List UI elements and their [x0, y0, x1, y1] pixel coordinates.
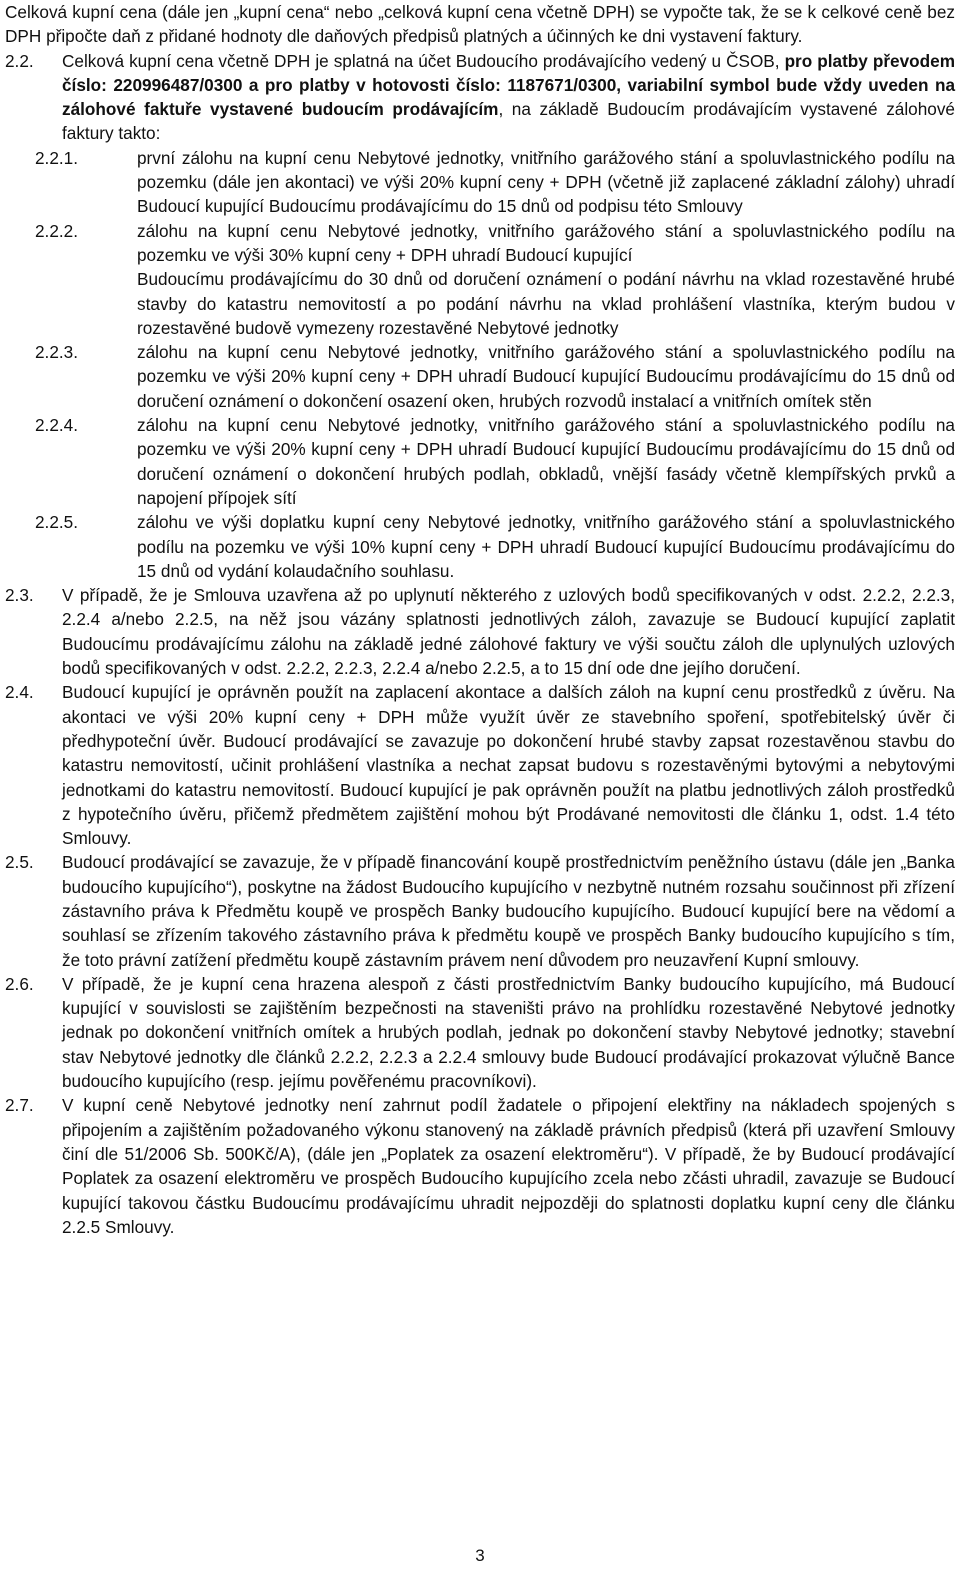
section-text: V případě, že je kupní cena hrazena alespoň z části prostřednictvím Banky budoucího kupujícího, má Budoucí kupující v souvislosti se zajištěním bezpečnosti na staveništi právo na prohlídku rozestavěné Nebytové jednotky jednak po dokončení vnitřních omítek a hrubých podlah, jednak po dokončení stavby Nebytové jednotky; stavební stav Nebytové jednotky dle článků 2.2.2, 2.2.3 a 2.2.4 smlouvy bude Budoucí prodávající prokazovat výlučně Bance budoucího kupujícího (resp. jejímu pověřenému pracovníkovi).	[62, 973, 955, 1092]
section-number: 2.5.	[5, 852, 34, 873]
section-number: 2.2.2.	[35, 220, 79, 241]
bank-account-details: pro platby převodem číslo: 220996487/0300 a pro platby v hotovosti číslo: 1187671/0300, variabilní symbol bude vždy uveden na zálohové faktuře vystavené budoucím prodávajícím	[62, 50, 956, 120]
intro-paragraph: Celková kupní cena (dále jen „kupní cena“ nebo „celková kupní cena včetně DPH) se vypočte tak, že se k celkové ceně bez DPH připočte daň z přidané hodnoty dle daňových předpisů platných a účinných ke dni vystavení faktury.	[5, 2, 955, 47]
section-2-2-4	[5, 413, 955, 510]
section-number: 2.4.	[5, 682, 34, 703]
section-number: 2.7.	[5, 1095, 34, 1116]
section-text: V případě, že je Smlouva uzavřena až po uplynutí některého z uzlových bodů specifikovaných v odst. 2.2.2, 2.2.3, 2.2.4 a/nebo 2.2.5, na něž jsou vázány splatnosti jednotlivých záloh, zavazuje se Budoucí kupující zaplatit Budoucímu prodávajícímu zálohu na základě jedné zálohové faktury ve výši součtu záloh dle uplynulých uzlových bodů specifikovaných v odst. 2.2.2, 2.2.3, 2.2.4 a/nebo 2.2.5, a to 15 dní ode dne jejího doručení.	[62, 585, 955, 679]
section-number: 2.2.4.	[35, 415, 79, 436]
section-text: V kupní ceně Nebytové jednotky není zahrnut podíl žadatele o připojení elektřiny na nákladech spojených s připojením a zajištěním požadovaného výkonu stanovený na základě právních předpisů (která při uzavření Smlouvy činí dle 51/2006 Sb. 500Kč/A), (dále jen „Poplatek za osazení elektroměru“). V případě, že by Budoucí prodávající Poplatek za osazení elektroměru ve prospěch Budoucího kupujícího zcela nebo zčásti uhradil, zavazuje se Budoucí kupující takovou částku Budoucímu prodávajícímu uhradit nejpozději do splatnosti doplatku kupní ceny dle článku 2.2.5 Smlouvy.	[62, 1095, 955, 1237]
section-text-part1: zálohu na kupní cenu Nebytové jednotky, vnitřního garážového stání a spoluvlastnického podílu na pozemku ve výši 30% kupní ceny + DPH uhradí Budoucí kupující	[137, 220, 955, 265]
section-text: Budoucí kupující je oprávněn použít na zaplacení akontace a dalších záloh na kupní cenu prostředků z úvěru. Na akontaci ve výši 20% kupní ceny + DPH může využít úvěr ze stavebního spoření, spotřebitelský úvěr či předhypoteční úvěr. Budoucí prodávající se zavazuje po dokončení hrubé stavby zapsat rozestavěnou stavbu do katastru nemovitostí, učinit prohlášení vlastníka a nechat zapsat budovu s rozestavěnými bytovými a nebytovými jednotkami do katastru nemovitostí. Budoucí kupující je pak oprávněn použít na platbu jednotlivých záloh prostředků z hypotečního úvěru, přičemž předmětem zajištění mohou být Prodávané nemovitosti dle článku 1, odst. 1.4 této Smlouvy.	[62, 682, 955, 849]
section-number: 2.2.3.	[35, 342, 79, 363]
document-page	[5, 0, 955, 1239]
section-2-7	[5, 1093, 955, 1239]
section-text: zálohu ve výši doplatku kupní ceny Nebytové jednotky, vnitřního garážového stání a spoluvlastnického podílu na pozemku ve výši 10% kupní ceny + DPH uhradí Budoucí kupující Budoucímu prodávajícímu do 15 dnů od vydání kolaudačního souhlasu.	[137, 512, 955, 581]
section-number: 2.2.5.	[35, 512, 79, 533]
section-2-4	[5, 680, 955, 850]
section-text: Budoucí prodávající se zavazuje, že v případě financování koupě prostřednictvím peněžního ústavu (dále jen „Banka budoucího kupujícího“), poskytne na žádost Budoucího kupujícího v nezbytně nutném rozsahu součinnost při zřízení zástavního práva k Předmětu koupě ve prospěch Banky budoucího kupujícího. Budoucí kupující bere na vědomí a souhlasí se zřízením takového zástavního práva k předmětu koupě ve prospěch Banky budoucího kupujícího s tím, že toto právní zatížení předmětu koupě zástavním právem není důvodem pro neuzavření Kupní smlouvy.	[62, 852, 955, 970]
section-text: první zálohu na kupní cenu Nebytové jednotky, vnitřního garážového stání a spoluvlastnického podílu na pozemku (dále jen akontaci) ve výši 20% kupní ceny + DPH (včetně již zaplacené základní zálohy) uhradí Budoucí kupující Budoucímu prodávajícímu do 15 dnů od podpisu této Smlouvy	[137, 147, 955, 217]
section-number: 2.2.1.	[35, 147, 79, 168]
section-2-2-2	[5, 219, 955, 340]
section-tail: , na základě Budoucím prodávajícím vystavené zálohové faktury takto:	[62, 99, 955, 144]
section-lead: Celková kupní cena včetně DPH je splatná na účet Budoucího prodávajícího vedený u ČSOB,	[62, 50, 780, 71]
section-number: 2.3.	[5, 585, 34, 606]
section-2-5	[5, 850, 955, 971]
section-2-3	[5, 583, 955, 680]
section-2-2-3	[5, 340, 955, 413]
section-number: 2.2.	[5, 50, 34, 71]
section-2-6	[5, 972, 955, 1093]
section-number: 2.6.	[5, 973, 34, 994]
section-2-2-5	[5, 510, 955, 583]
section-text: zálohu na kupní cenu Nebytové jednotky, vnitřního garážového stání a spoluvlastnického podílu na pozemku ve výši 20% kupní ceny + DPH uhradí Budoucí kupující Budoucímu prodávajícímu do 15 dnů od doručení oznámení o dokončení osazení oken, hrubých rozvodů instalací a vnitřních omítek stěn	[137, 342, 955, 411]
page-number: 3	[475, 1546, 485, 1565]
section-text	[62, 49, 955, 146]
section-text-part2: Budoucímu prodávajícímu do 30 dnů od doručení oznámení o podání návrhu na vklad rozestavěné hrubé stavby do katastru nemovitostí a po podání návrhu na vklad prohlášení vlastníka, kterým budou v rozestavěné budově vymezeny rozestavěné Nebytové jednotky	[137, 269, 955, 338]
section-text: zálohu na kupní cenu Nebytové jednotky, vnitřního garážového stání a spoluvlastnického podílu na pozemku ve výši 20% kupní ceny + DPH uhradí Budoucí kupující Budoucímu prodávajícímu do 15 dnů od doručení oznámení o dokončení hrubých podlah, obkladů, vnější fasády včetně klempířských prvků a napojení přípojek sítí	[137, 415, 955, 508]
section-2-2	[5, 49, 955, 146]
section-text	[137, 219, 955, 340]
section-2-2-1	[5, 146, 955, 219]
